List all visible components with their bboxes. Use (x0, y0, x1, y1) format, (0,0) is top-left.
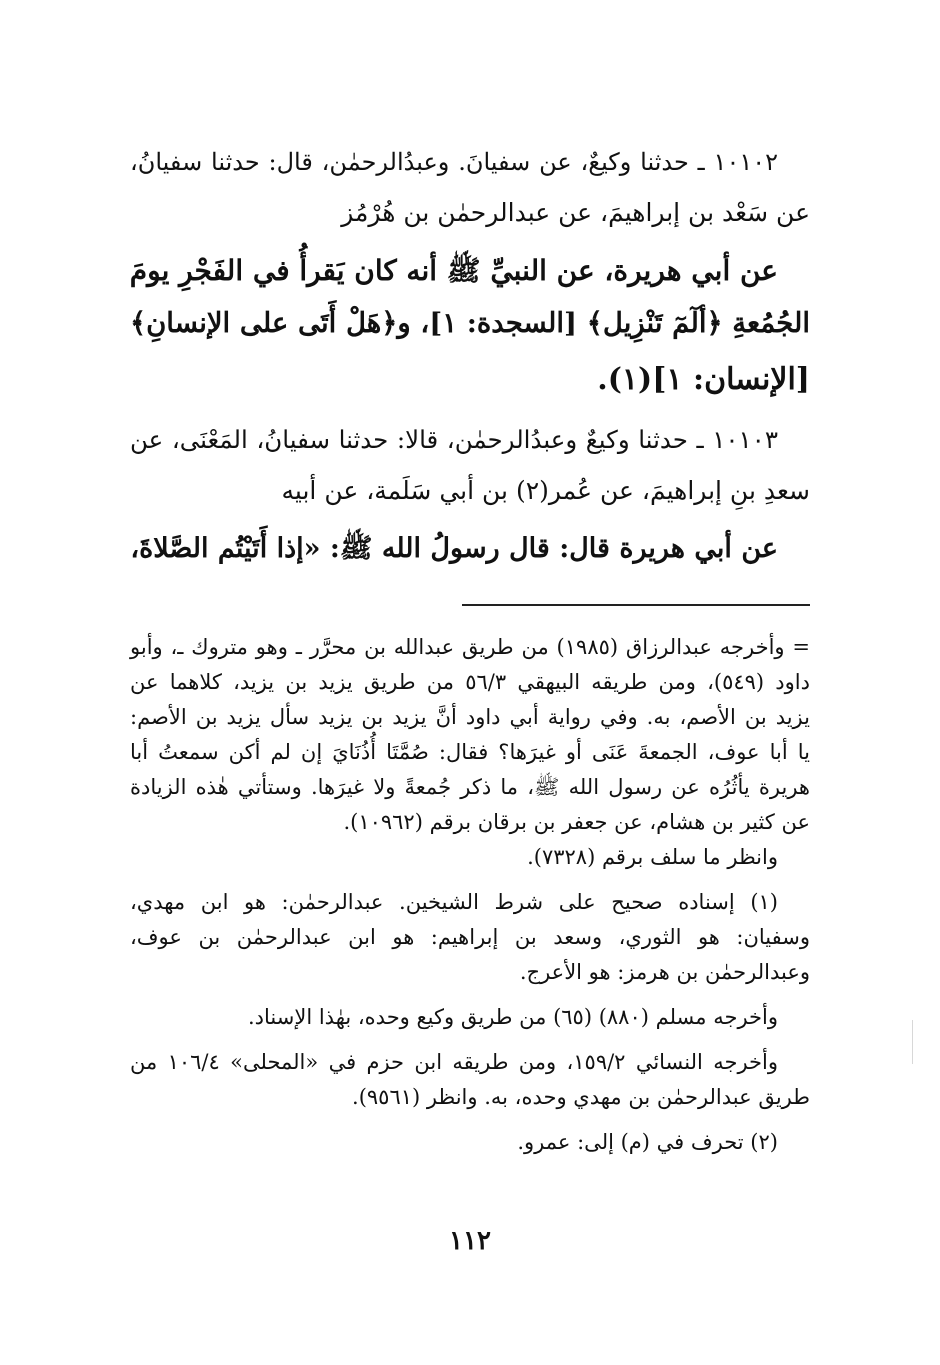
footnote-divider (462, 604, 810, 606)
hadith-10103-matn-line-1: عن أبي هريرة قال: قال رسولُ الله ﷺ: «إذا أَتَيْتُم الصَّلاةَ، (130, 533, 778, 564)
hadith-10103-isnad-line-2: سعدِ بنِ إبراهيمَ، عن عُمر(٢) بن أبي سَلَمة، عن أبيه (281, 476, 810, 505)
footnote-continuation-line-3: يزيد بن الأصم، به. وفي رواية أبي داود أنَّ يزيد بن يزيد سأل يزيد بن الأصم: (130, 705, 810, 729)
hadith-10102-matn-line-1: عن أبي هريرة، عن النبيِّ ﷺ أنه كان يَقرأُ في الفَجْرِ يومَ (129, 254, 778, 287)
footnote-1-line-1: (١) إسناده صحيح على شرط الشيخين. عبدالرحمٰن: هو ابن مهدي، (130, 890, 778, 914)
hadith-10102-isnad-line-2: عن سَعْد بن إبراهيمَ، عن عبدالرحمٰن بن هُرْمُز (341, 198, 810, 227)
footnote-continuation-line-1: = وأخرجه عبدالرزاق (١٩٨٥) من طريق عبدالله بن محرَّر ـ وهو متروك ـ، وأبو (130, 635, 811, 659)
page-number: ١١٢ (449, 1226, 491, 1256)
footnote-2: (٢) تحرف في (م) إلى: عمرو. (517, 1130, 778, 1154)
footnote-continuation-line-2: داود (٥٤٩)، ومن طريقه البيهقي ٥٦/٣ من طريق يزيد بن يزيد، كلاهما عن (130, 670, 810, 694)
scan-margin-mark (912, 1020, 913, 1064)
hadith-10102-isnad-line-1: ١٠١٠٢ ـ حدثنا وكيعٌ، عن سفيانَ. وعبدُالرحمٰن، قال: حدثنا سفيانُ، (130, 148, 778, 176)
footnote-continuation-line-4: يا أبا عوف، الجمعةَ عَنَى أو غيرَها؟ فقال: صُمَّتَا أُذُنَايَ إن لم أكن سمعتُ أبا (130, 740, 810, 764)
hadith-10102-matn-line-2: الجُمُعةِ ﴿ألٓمٓ تَنْزِيل﴾ [السجدة: ١]، و﴿هَلْ أَتَى على الإنسانِ﴾ (130, 307, 810, 339)
hadith-10102-matn-line-3: [الإنسان: ١](١). (597, 362, 810, 397)
footnote-1-muslim: وأخرجه مسلم (٨٨٠) (٦٥) من طريق وكيع وحده، بهٰذا الإسناد. (248, 1005, 778, 1029)
hadith-10103-isnad-line-1: ١٠١٠٣ ـ حدثنا وكيعٌ وعبدُالرحمٰن، قالا: حدثنا سفيانُ، المَعْنَى، عن (130, 425, 778, 454)
footnote-continuation-line-5: هريرة يأثُرُه عن رسول الله ﷺ، ما ذكر جُمعةً ولا غيرَها. وستأتي هٰذه الزيادة (130, 775, 810, 799)
footnote-continuation-line-6: عن كثير بن هشام، عن جعفر بن برقان برقم (١٠٩٦٢). (343, 810, 810, 834)
footnote-see-also: وانظر ما سلف برقم (٧٣٢٨). (527, 845, 778, 869)
footnote-1-line-3: وعبدالرحمٰن بن هرمز: هو الأعرج. (519, 960, 810, 984)
footnote-1-nasai-line-1: وأخرجه النسائي ١٥٩/٢، ومن طريقه ابن حزم في «المحلى» ١٠٦/٤ من (130, 1050, 778, 1074)
footnote-1-line-2: وسفيان: هو الثوري، وسعد بن إبراهيم: هو ابن عبدالرحمٰن بن عوف، (130, 925, 810, 949)
footnote-1-nasai-line-2: طريق عبدالرحمٰن بن مهدي وحده، به. وانظر (٩٥٦١). (352, 1085, 810, 1109)
